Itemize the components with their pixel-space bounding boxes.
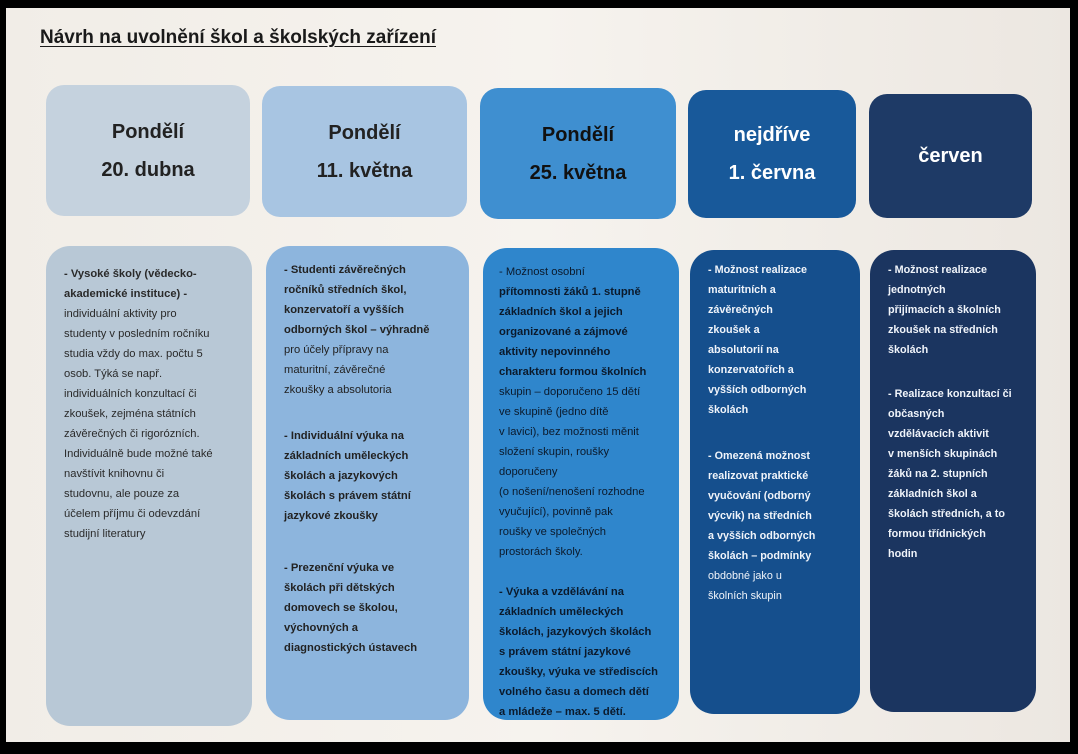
content-card-2 <box>266 246 469 720</box>
text-line: vyšších odborných <box>708 384 807 396</box>
text-line: školách <box>708 404 749 416</box>
text-line: zkoušek, zejména státních <box>64 408 196 420</box>
header-4-line-2: 1. června <box>728 162 816 184</box>
text-line: výchovných a <box>284 622 358 634</box>
text-line: maturitních a <box>708 284 776 296</box>
text-line: studijní literatury <box>64 528 146 540</box>
text-line: studia vždy do max. počtu 5 <box>64 348 203 360</box>
text-line: realizovat praktické <box>708 470 809 482</box>
text-line: charakteru formou školních <box>499 366 647 378</box>
text-line: roušky ve společných <box>499 526 606 538</box>
text-line: a mládeže – max. 5 dětí. <box>499 706 626 718</box>
text-line: přítomnosti žáků 1. stupně <box>499 286 641 298</box>
text-line: individuální aktivity pro <box>64 308 177 320</box>
text-line: základních uměleckých <box>499 606 624 618</box>
text-line: - Možnost realizace <box>888 264 987 276</box>
text-line: občasných <box>888 408 945 420</box>
text-line: - Realizace konzultací či <box>888 388 1012 400</box>
header-1-line-1: Pondělí <box>111 120 185 143</box>
header-4-line-1: nejdříve <box>733 124 811 146</box>
header-2-line-2: 11. května <box>316 159 413 182</box>
text-line: závěrečných či rigorózních. <box>64 428 200 440</box>
text-line: absolutorií na <box>708 344 779 356</box>
content-card-4 <box>690 250 860 714</box>
text-line: volného času a domech dětí <box>499 686 649 698</box>
content-5-item-2 <box>888 384 1022 564</box>
text-line: zkoušky a absolutoria <box>284 384 392 396</box>
text-line: maturitní, závěrečné <box>284 364 386 376</box>
text-line: školách středních, a to <box>888 508 1005 520</box>
header-3-line-2: 25. května <box>529 161 627 184</box>
text-line: školních skupin <box>708 590 782 602</box>
text-line: závěrečných <box>708 304 773 316</box>
header-3-line-1: Pondělí <box>541 123 615 146</box>
content-3-item-1 <box>499 262 665 562</box>
text-line: konzervatořích a <box>708 364 794 376</box>
header-2-line-1: Pondělí <box>328 121 401 144</box>
text-line: vyučující), povinně pak <box>499 506 613 518</box>
text-line: školách a jazykových <box>284 470 398 482</box>
text-line: - Studenti závěrečných <box>284 264 406 276</box>
content-card-1 <box>46 246 252 726</box>
text-line: - Omezená možnost <box>708 450 810 462</box>
text-line: základních škol a <box>888 488 977 500</box>
header-1-line-2: 20. dubna <box>101 158 195 181</box>
text-line: ve skupině (jedno dítě <box>499 406 609 418</box>
header-card-1 <box>46 85 250 216</box>
text-line: zkoušek na středních <box>888 324 998 336</box>
text-line: v lavici), bez možnosti měnit <box>499 426 639 438</box>
content-5-item-1 <box>888 260 1022 360</box>
header-card-4 <box>688 90 856 218</box>
text-line: aktivity nepovinného <box>499 346 611 358</box>
text-line: - Vysoké školy (vědecko- <box>64 268 197 280</box>
text-line: diagnostických ústavech <box>284 642 418 654</box>
header-card-5 <box>869 94 1032 218</box>
text-line: akademické instituce) - <box>64 288 188 300</box>
content-2-item-1 <box>284 260 455 400</box>
text-line: organizované a zájmové <box>499 326 628 338</box>
text-line: školách – podmínky <box>708 550 812 562</box>
text-line: osob. Týká se např. <box>64 368 163 380</box>
text-line: pro účely přípravy na <box>284 344 389 356</box>
content-2-item-3 <box>284 558 455 658</box>
text-line: obdobné jako u <box>708 570 782 582</box>
header-5-line-2: červen <box>918 145 983 167</box>
text-line: individuálních konzultací či <box>64 388 197 400</box>
text-line: - Výuka a vzdělávání na <box>499 586 624 598</box>
content-card-3 <box>483 248 679 720</box>
text-line: Individuálně bude možné také <box>64 448 213 460</box>
text-line: - Individuální výuka na <box>284 430 404 442</box>
text-line: formou třídnických <box>888 528 986 540</box>
text-line: doporučeny <box>499 466 558 478</box>
text-line: - Možnost realizace <box>708 264 807 276</box>
text-line: - Možnost osobní <box>499 266 585 278</box>
text-line: školách, jazykových školách <box>499 626 652 638</box>
content-2-item-2 <box>284 426 455 526</box>
text-line: vzdělávacích aktivit <box>888 428 989 440</box>
text-line: s právem státní jazykové <box>499 646 631 658</box>
text-line: školách <box>888 344 929 356</box>
header-card-3 <box>480 88 676 219</box>
text-line: a vyšších odborných <box>708 530 816 542</box>
content-3-item-2 <box>499 582 665 722</box>
text-line: zkoušek a <box>708 324 760 336</box>
text-line: jednotných <box>888 284 946 296</box>
text-line: základních uměleckých <box>284 450 409 462</box>
content-card-5 <box>870 250 1036 712</box>
text-line: studenty v posledním ročníku <box>64 328 210 340</box>
document-title: Návrh na uvolnění škol a školských zařízení <box>40 27 436 48</box>
text-line: studovnu, ale pouze za <box>64 488 180 500</box>
text-line: přijímacích a školních <box>888 304 1001 316</box>
content-4-item-1 <box>708 260 846 420</box>
text-line: jazykové zkoušky <box>284 510 378 522</box>
text-line: ročníků středních škol, <box>284 284 407 296</box>
header-card-2 <box>262 86 467 217</box>
text-line: konzervatoří a vyšších <box>284 304 405 316</box>
text-line: hodin <box>888 548 918 560</box>
content-4-item-2 <box>708 446 846 606</box>
text-line: školách při dětských <box>284 582 395 594</box>
text-line: v menších skupinách <box>888 448 998 460</box>
text-line: vyučování (odborný <box>708 490 811 502</box>
text-line: prostorách školy. <box>499 546 583 558</box>
text-line: účelem příjmu či odevzdání <box>64 508 201 520</box>
text-line: složení skupin, roušky <box>499 446 610 458</box>
text-line: školách s právem státní <box>284 490 411 502</box>
text-line: skupin – doporučeno 15 dětí <box>499 386 641 398</box>
text-line: základních škol a jejich <box>499 306 623 318</box>
text-line: navštívit knihovnu či <box>64 468 165 480</box>
text-line: zkoušky, výuka ve střediscích <box>499 666 658 678</box>
text-line: (o nošení/nenošení rozhodne <box>499 486 645 498</box>
text-line: odborných škol – výhradně <box>284 324 430 336</box>
text-line: výcvik) na středních <box>708 510 812 522</box>
text-line: - Prezenční výuka ve <box>284 562 395 574</box>
content-1-item-1 <box>64 264 238 544</box>
text-line: domovech se školou, <box>284 602 398 614</box>
text-line: žáků na 2. stupních <box>888 468 988 480</box>
